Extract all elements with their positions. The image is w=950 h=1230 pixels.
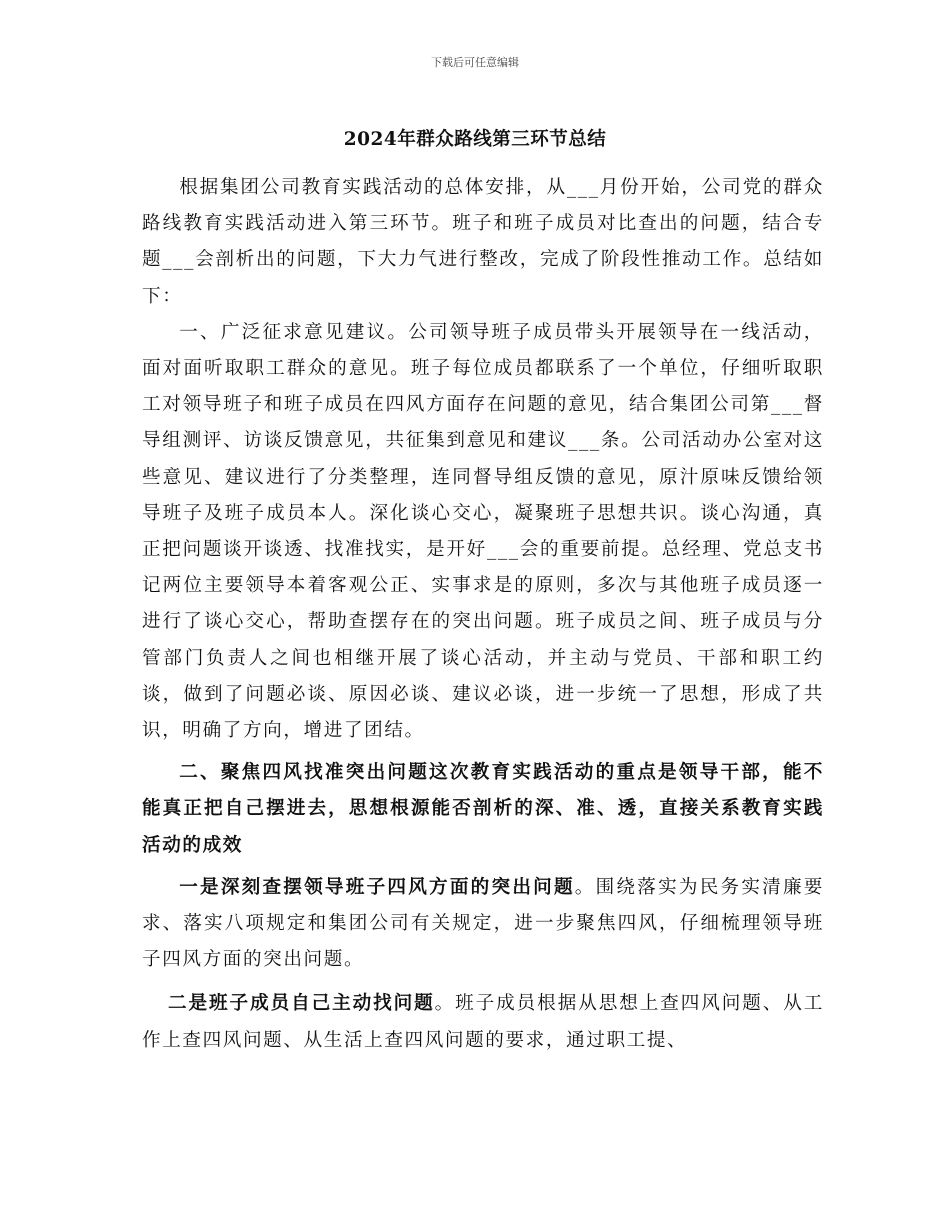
- paragraph-section-1: 一、广泛征求意见建议。公司领导班子成员带头开展领导在一线活动，面对面听取职工群众的意见。班子每位成员都联系了一个单位，仔细听取职工对领导班子和班子成员在四风方面存在问题的意见，结合集团公司第___督导组测评、访谈反馈意见，共征集到意见和建议___条。公司活动办公室对这些意见、建议进行了分类整理，连同督导组反馈的意见，原汁原味反馈给领导班子及班子成员本人。深化谈心交心，凝聚班子思想共识。谈心沟通，真正把问题谈开谈透、找准找实，是开好___会的重要前提。总经理、党总支书记两位主要领导本着客观公正、实事求是的原则，多次与其他班子成员逐一进行了谈心交心，帮助查摆存在的突出问题。班子成员之间、班子成员与分管部门负责人之间也相继开展了谈心活动，并主动与党员、干部和职工约谈，做到了问题必谈、原因必谈、建议必谈，进一步统一了思想，形成了共识，明确了方向，增进了团结。: [142, 321, 824, 742]
- item-1-text: 。围绕落实为民务实清廉要求、落实八项规定和集团公司有关规定，进一步聚焦四风，仔细梳理领导班子四风方面的突出问题。: [142, 876, 824, 971]
- page-title: 2024年群众路线第三环节总结: [343, 129, 607, 150]
- paragraph-section-2-heading: 二、聚焦四风找准突出问题这次教育实践活动的重点是领导干部，能不能真正把自己摆进去，思想根源能否剖析的深、准、透，直接关系教育实践活动的成效: [142, 762, 824, 856]
- paragraph-intro: 根据集团公司教育实践活动的总体安排，从___月份开始，公司党的群众路线教育实践活动进入第三环节。班子和班子成员对比查出的问题，结合专题___会剖析出的问题，下大力气进行整改，完成了阶段性推动工作。总结如下：: [142, 177, 824, 307]
- header-note: 下载后可任意编辑: [431, 56, 519, 69]
- paragraph-item-2: [142, 986, 824, 1058]
- document-body: [142, 170, 824, 1059]
- item-1-lead: 一是深刻查摆领导班子四风方面的突出问题: [179, 876, 575, 898]
- item-2-lead: 二是班子成员自己主动找问题: [168, 993, 435, 1015]
- paragraph-item-1: [142, 870, 824, 979]
- item-2-text: 。班子成员根据从思想上查四风问题、从工作上查四风问题、从生活上查四风问题的要求，通过职工提、: [142, 993, 824, 1051]
